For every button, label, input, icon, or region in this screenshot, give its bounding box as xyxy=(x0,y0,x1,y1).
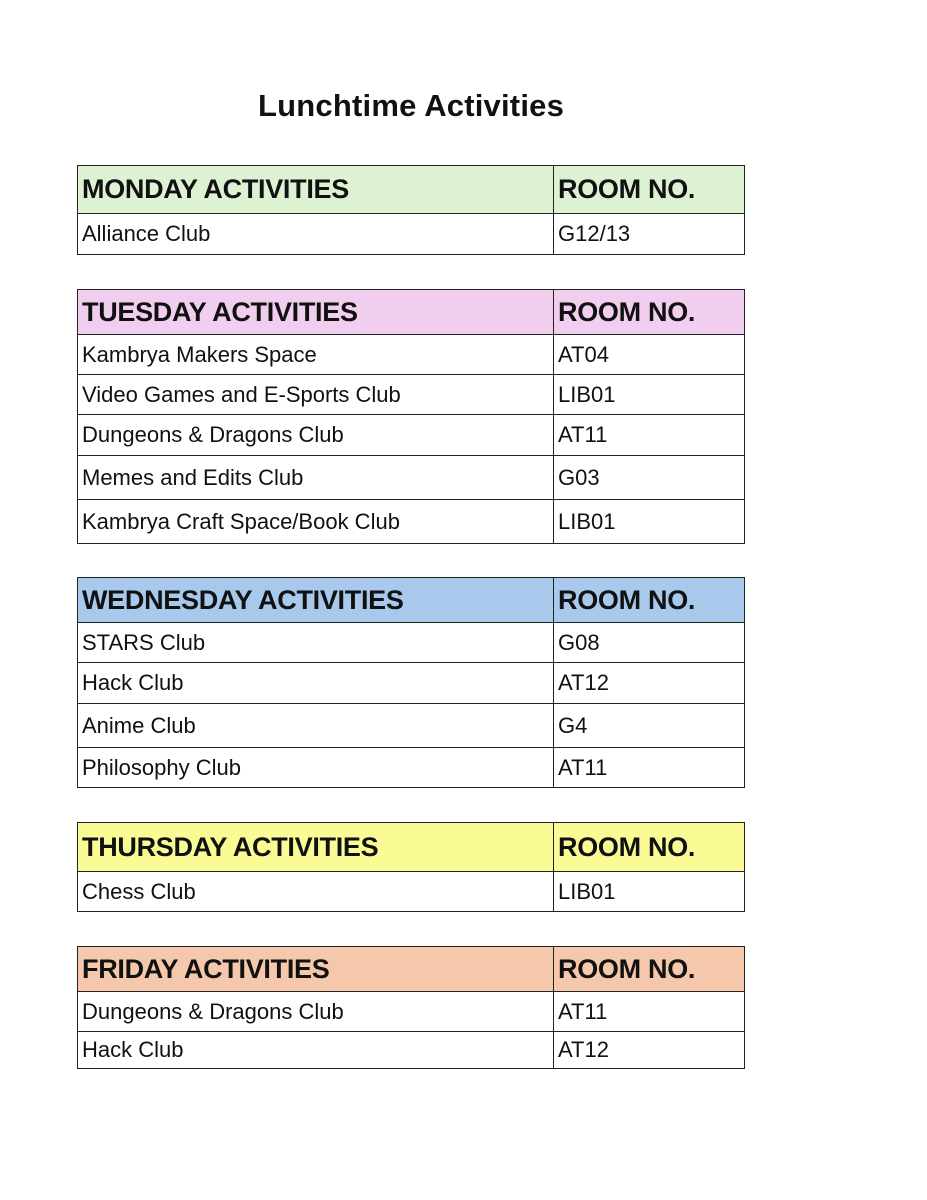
room-header: ROOM NO. xyxy=(554,290,745,335)
activity-cell: Hack Club xyxy=(78,1032,554,1069)
room-cell: G4 xyxy=(554,704,745,748)
day-header: FRIDAY ACTIVITIES xyxy=(78,947,554,992)
table-header-row xyxy=(78,166,745,214)
page-title: Lunchtime Activities xyxy=(258,88,565,123)
room-cell: AT12 xyxy=(554,663,745,704)
table-header-row xyxy=(78,823,745,872)
table-row xyxy=(78,992,745,1032)
room-header: ROOM NO. xyxy=(554,823,745,872)
room-cell: AT11 xyxy=(554,748,745,788)
table-row xyxy=(78,456,745,500)
activity-cell: Kambrya Makers Space xyxy=(78,335,554,375)
day-header: WEDNESDAY ACTIVITIES xyxy=(78,578,554,623)
activity-cell: Alliance Club xyxy=(78,214,554,255)
room-cell: G12/13 xyxy=(554,214,745,255)
activity-cell: Anime Club xyxy=(78,704,554,748)
table-row xyxy=(78,704,745,748)
table-row xyxy=(78,1032,745,1069)
table-row xyxy=(78,214,745,255)
activity-cell: Chess Club xyxy=(78,872,554,912)
activity-cell: Video Games and E-Sports Club xyxy=(78,375,554,415)
day-header: THURSDAY ACTIVITIES xyxy=(78,823,554,872)
room-cell: AT04 xyxy=(554,335,745,375)
table-row xyxy=(78,623,745,663)
table-row xyxy=(78,375,745,415)
room-cell: LIB01 xyxy=(554,872,745,912)
thursday-table xyxy=(77,822,745,912)
room-cell: G03 xyxy=(554,456,745,500)
table-row xyxy=(78,415,745,456)
room-header: ROOM NO. xyxy=(554,947,745,992)
tuesday-table xyxy=(77,289,745,544)
table-header-row xyxy=(78,290,745,335)
activity-cell: Memes and Edits Club xyxy=(78,456,554,500)
room-cell: AT11 xyxy=(554,415,745,456)
day-header: TUESDAY ACTIVITIES xyxy=(78,290,554,335)
activity-cell: Hack Club xyxy=(78,663,554,704)
activity-cell: Dungeons & Dragons Club xyxy=(78,992,554,1032)
room-cell: AT12 xyxy=(554,1032,745,1069)
activity-cell: Dungeons & Dragons Club xyxy=(78,415,554,456)
room-cell: AT11 xyxy=(554,992,745,1032)
room-header: ROOM NO. xyxy=(554,578,745,623)
wednesday-table xyxy=(77,577,745,788)
table-row xyxy=(78,663,745,704)
activity-cell: Philosophy Club xyxy=(78,748,554,788)
room-cell: LIB01 xyxy=(554,375,745,415)
table-row xyxy=(78,335,745,375)
table-row xyxy=(78,500,745,544)
room-cell: LIB01 xyxy=(554,500,745,544)
room-header: ROOM NO. xyxy=(554,166,745,214)
room-cell: G08 xyxy=(554,623,745,663)
table-row xyxy=(78,872,745,912)
table-header-row xyxy=(78,947,745,992)
activity-cell: Kambrya Craft Space/Book Club xyxy=(78,500,554,544)
table-header-row xyxy=(78,578,745,623)
day-header: MONDAY ACTIVITIES xyxy=(78,166,554,214)
monday-table xyxy=(77,165,745,255)
friday-table xyxy=(77,946,745,1069)
table-row xyxy=(78,748,745,788)
activity-cell: STARS Club xyxy=(78,623,554,663)
